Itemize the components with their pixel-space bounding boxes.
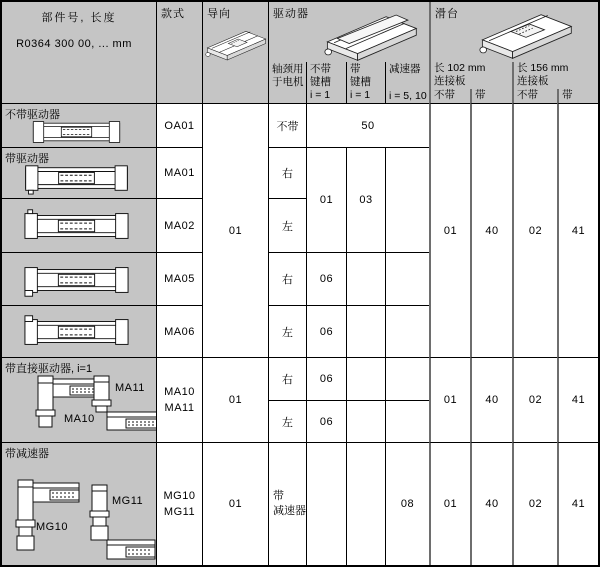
style-cell-oa01: OA01 xyxy=(156,103,202,147)
part-number-value: R0364 300 00, ... mm xyxy=(16,38,132,50)
carriage-102-without-cell-r1-r5: 01 xyxy=(429,103,470,357)
module-drawing-ma05 xyxy=(24,262,129,298)
carriage-102-with-cell-mg: 40 xyxy=(470,442,512,565)
gear-cell-ma11 xyxy=(385,400,429,442)
carriage-156-with-cell-mg: 41 xyxy=(557,442,598,565)
image-label-mg11: MG11 xyxy=(112,495,144,507)
guide-cell-r1-r5: 01 xyxy=(202,103,268,357)
carriage-156-subheader: 长 156 mm 连接板 不带 带 xyxy=(512,62,598,103)
module-drawing-ma01 xyxy=(24,163,129,195)
guide-cell-ma10-ma11: 01 xyxy=(202,357,268,442)
drive-column-header xyxy=(268,2,429,103)
drive-subheaders xyxy=(269,62,429,103)
image-cell-ma06 xyxy=(2,305,156,357)
nokey-cell-ma06: 06 xyxy=(306,305,346,357)
carriage-column-header xyxy=(429,2,598,103)
section-label-direct-drive: 带直接驱动器, i=1 xyxy=(5,363,93,375)
carriage-102-without-cell-mg: 01 xyxy=(429,442,470,565)
key-cell-ma10 xyxy=(346,357,385,400)
guide-cell-mg10-mg11: 01 xyxy=(202,442,268,565)
nokey-cell-ma11: 06 xyxy=(306,400,346,442)
image-cell-ma02 xyxy=(2,198,156,252)
gear-cell-ma05 xyxy=(385,252,429,305)
image-cell-oa01 xyxy=(2,103,156,147)
carriage-header-label: 滑台 xyxy=(435,8,459,20)
style-cell-mg10-mg11: MG10 MG11 xyxy=(156,442,202,565)
image-cell-ma05 xyxy=(2,252,156,305)
key-cell-ma06 xyxy=(346,305,385,357)
gearbox-subheader: 减速器 i = 5, 10 xyxy=(385,62,429,103)
without-keyway-subheader: 不带 键槽 i = 1 xyxy=(306,62,346,103)
nokey-cell-ma01-ma02: 01 xyxy=(306,147,346,252)
key-cell-ma01-ma02: 03 xyxy=(346,147,385,252)
keyway-span-cell-oa01: 50 xyxy=(306,103,429,147)
image-label-ma10: MA10 xyxy=(64,413,95,425)
gear-cell-ma10 xyxy=(385,357,429,400)
journal-cell-ma05: 右 xyxy=(268,252,306,305)
carriage-102-subheader: 长 102 mm 连接板 不带 带 xyxy=(431,62,512,103)
guide-isometric-drawing xyxy=(203,16,268,72)
guide-column-header xyxy=(202,2,268,103)
key-cell-mg xyxy=(346,442,385,565)
gear-cell-ma01-ma02 xyxy=(385,147,429,252)
module-drawing-ma06 xyxy=(24,314,129,350)
style-cell-ma05: MA05 xyxy=(156,252,202,305)
carriage-isometric-drawing xyxy=(473,8,579,60)
journal-cell-ma02: 左 xyxy=(268,198,306,252)
journal-cell-oa01: 不带 xyxy=(268,103,306,147)
journal-cell-ma01: 右 xyxy=(268,147,306,198)
part-number-header-cell xyxy=(2,2,156,103)
carriage-102-with-label: 带 xyxy=(470,89,512,103)
style-column-header xyxy=(156,2,202,103)
module-drawing-oa01 xyxy=(24,120,129,144)
with-keyway-subheader: 带 键槽 i = 1 xyxy=(346,62,385,103)
journal-cell-mg: 带 减速器 xyxy=(268,442,306,565)
image-cell-ma01 xyxy=(2,147,156,198)
nokey-cell-ma05: 06 xyxy=(306,252,346,305)
carriage-102-without-label: 不带 xyxy=(434,89,455,101)
style-cell-ma10-ma11: MA10 MA11 xyxy=(156,357,202,442)
image-label-mg10: MG10 xyxy=(36,521,68,533)
journal-subheader: 轴颈用 于电机 xyxy=(272,63,304,88)
module-drawing-mg10 xyxy=(10,477,80,555)
gear-cell-ma06 xyxy=(385,305,429,357)
image-label-ma11: MA11 xyxy=(115,382,145,394)
carriage-156-with-label: 带 xyxy=(557,89,598,103)
section-label-with-gearbox: 带减速器 xyxy=(5,448,49,460)
style-cell-ma02: MA02 xyxy=(156,198,202,252)
carriage-156-with-cell-r1-r5: 41 xyxy=(557,103,598,357)
carriage-156-without-cell-ma1x: 02 xyxy=(512,357,557,442)
carriage-156-with-cell-ma1x: 41 xyxy=(557,357,598,442)
section-label-with-drive: 带驱动器 xyxy=(5,153,49,165)
key-cell-ma05 xyxy=(346,252,385,305)
style-cell-ma01: MA01 xyxy=(156,147,202,198)
nokey-cell-mg xyxy=(306,442,346,565)
nokey-cell-ma10: 06 xyxy=(306,357,346,400)
style-header-label: 款式 xyxy=(161,8,185,20)
style-cell-ma06: MA06 xyxy=(156,305,202,357)
carriage-102-with-cell-ma1x: 40 xyxy=(470,357,512,442)
section-label-without-drive: 不带驱动器 xyxy=(5,109,60,121)
carriage-156-without-label: 不带 xyxy=(517,89,538,101)
carriage-102-without-cell-ma1x: 01 xyxy=(429,357,470,442)
module-drawing-ma02 xyxy=(24,209,129,243)
carriage-156-without-cell-mg: 02 xyxy=(512,442,557,565)
image-cell-ma10-ma11 xyxy=(2,357,156,442)
key-cell-ma11 xyxy=(346,400,385,442)
journal-cell-ma06: 左 xyxy=(268,305,306,357)
drive-header-label: 驱动器 xyxy=(273,8,309,20)
carriage-subheaders xyxy=(431,62,598,103)
image-cell-mg10-mg11 xyxy=(2,442,156,565)
journal-cell-ma11: 左 xyxy=(268,400,306,442)
drive-isometric-drawing xyxy=(313,10,429,62)
guide-header-label: 导向 xyxy=(207,8,231,20)
carriage-102-with-cell-r1-r5: 40 xyxy=(470,103,512,357)
gear-cell-mg: 08 xyxy=(385,442,429,565)
journal-cell-ma10: 右 xyxy=(268,357,306,400)
part-number-title: 部件号, 长度 xyxy=(41,12,117,24)
carriage-156-without-cell-r1-r5: 02 xyxy=(512,103,557,357)
